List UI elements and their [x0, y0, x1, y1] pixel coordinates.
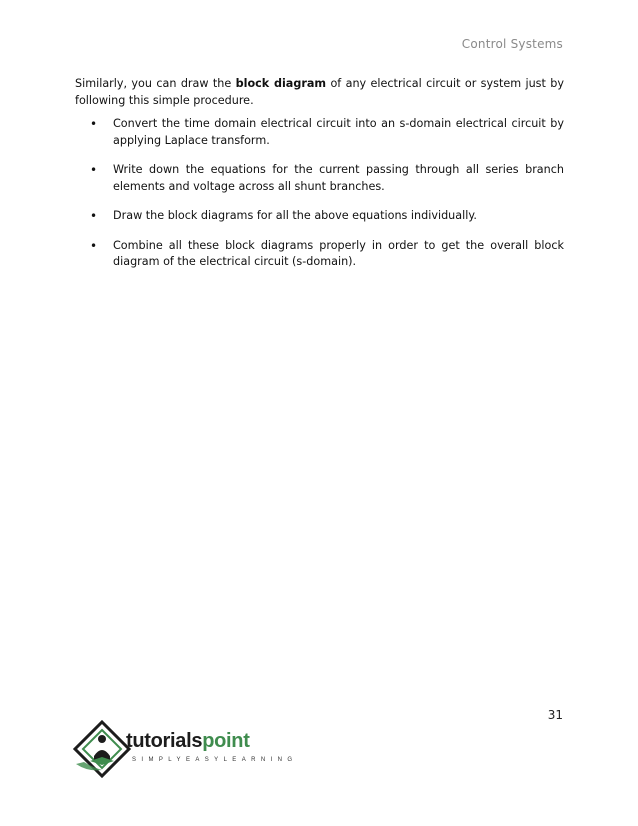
list-item-text: Combine all these block diagrams properly in order to get the overall block diagram of the electrical circuit (s-domain).	[113, 238, 564, 268]
logo-wordmark	[126, 731, 250, 751]
bullet-icon: •	[90, 163, 98, 177]
bullet-icon: •	[90, 238, 98, 253]
tutorialspoint-logo	[72, 720, 298, 778]
logo-word-part-1: tutorials	[126, 730, 203, 752]
bullet-icon: •	[90, 209, 98, 223]
intro-text-end: of any electrical circuit or system just by following this simple procedure.	[75, 77, 564, 107]
list-item	[75, 238, 564, 271]
running-header: Control Systems	[461, 37, 563, 51]
logo-word-part-2: point	[202, 730, 250, 752]
logo-emblem-icon	[72, 720, 132, 778]
page-body	[75, 76, 564, 284]
procedure-list	[75, 116, 564, 271]
intro-paragraph	[75, 76, 564, 109]
list-item	[75, 162, 564, 195]
logo-tagline: SIMPLYEASYLEARNING	[132, 757, 298, 763]
page-number: 31	[547, 708, 563, 722]
list-item-text: Convert the time domain electrical circuit into an s-domain electrical circuit by applying Laplace transform.	[113, 117, 564, 147]
list-item-text: Draw the block diagrams for all the above equations individually.	[113, 209, 477, 222]
list-item	[75, 208, 564, 225]
list-item-text: Write down the equations for the current passing through all series branch elements and voltage across all shunt branches.	[113, 163, 564, 193]
list-item	[75, 116, 564, 149]
intro-bold-term: block diagram	[235, 77, 327, 90]
intro-text-start: Similarly, you can draw the	[75, 77, 236, 90]
bullet-icon: •	[90, 117, 98, 131]
